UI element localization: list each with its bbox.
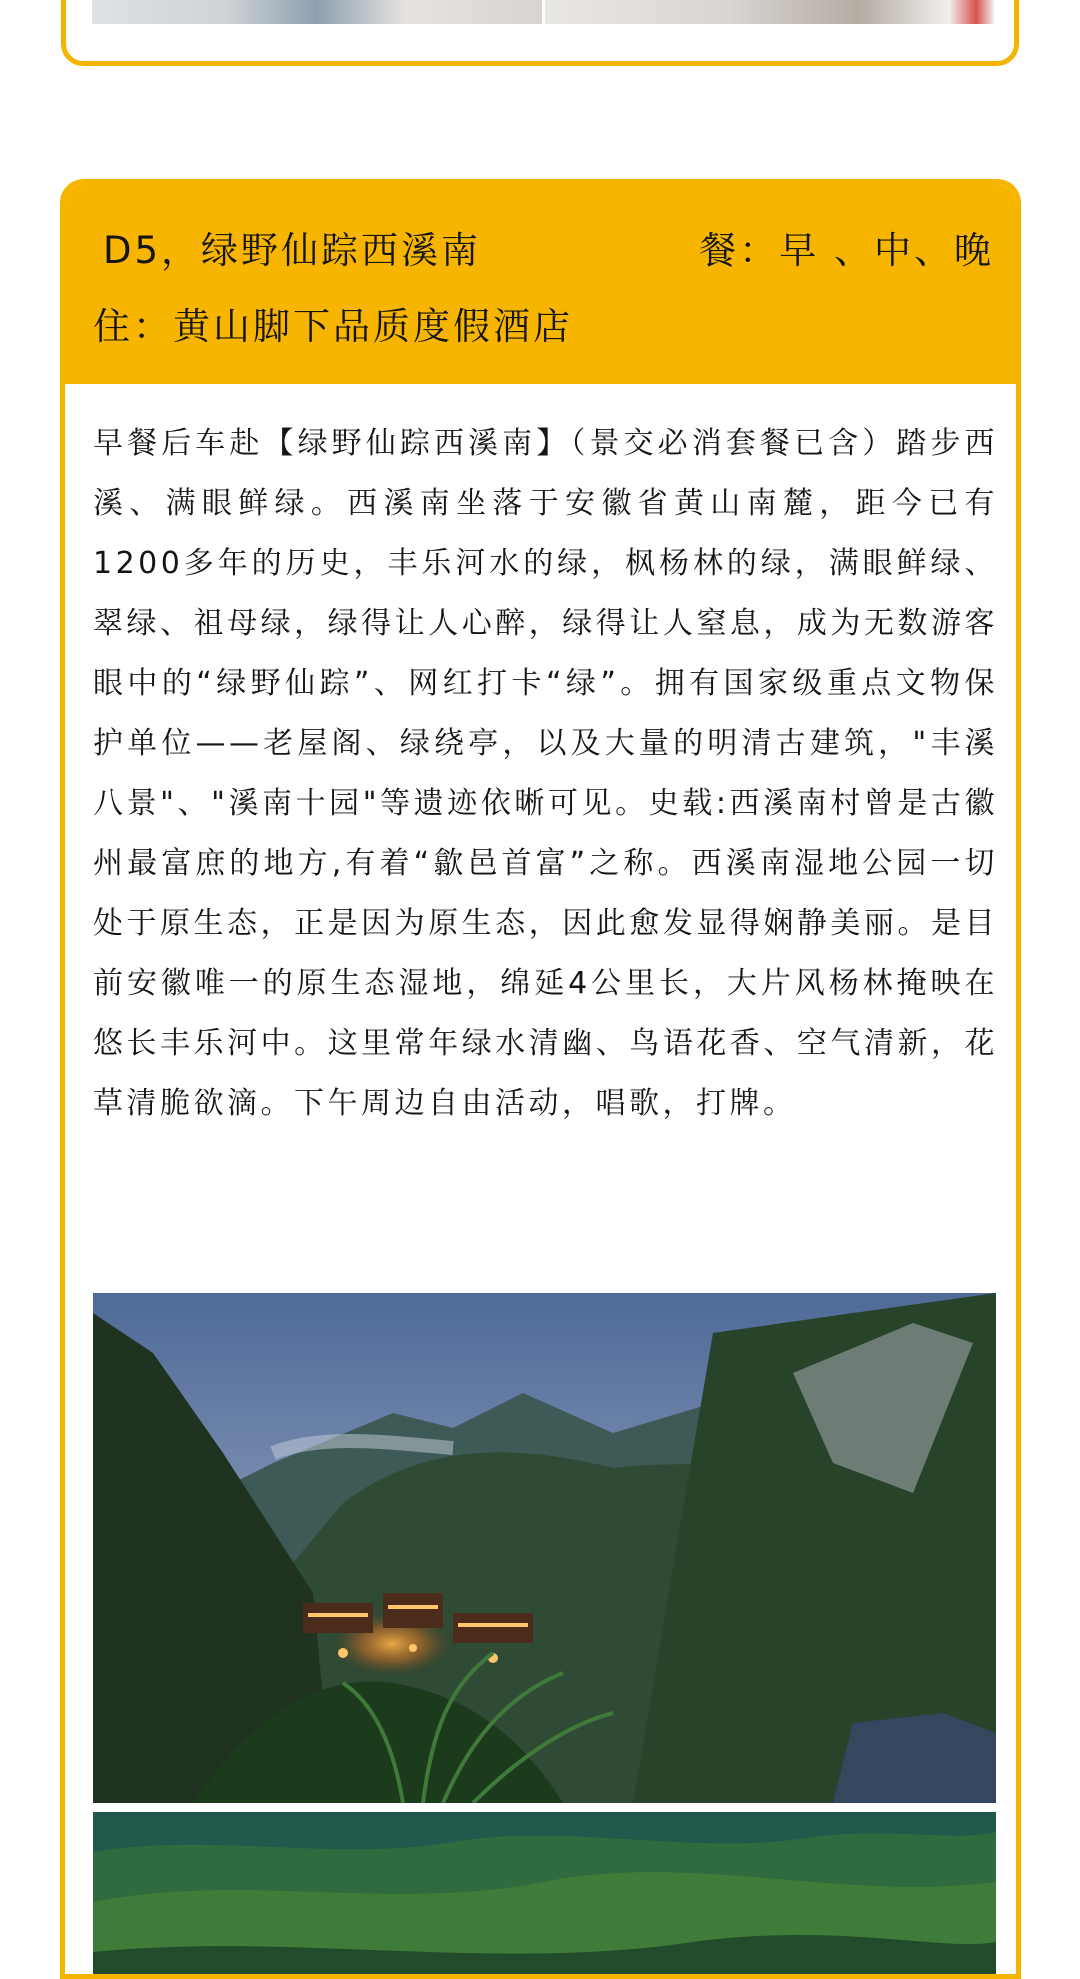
photo-segment	[545, 0, 995, 24]
previous-day-card	[61, 0, 1019, 66]
day-card	[60, 179, 1021, 1979]
photo-segment	[92, 0, 542, 24]
day-description: 早餐后车赴【绿野仙踪西溪南】（景交必消套餐已含）踏步西溪、满眼鲜绿。西溪南坐落于安徽省黄山南麓，距今已有1200多年的历史，丰乐河水的绿，枫杨林的绿，满眼鲜绿、翠绿、祖母绿，绿得让人心醉，绿得让人窒息，成为无数游客眼中的“绿野仙踪”、网红打卡“绿”。拥有国家级重点文物保护单位——老屋阁、绿绕亭，以及大量的明清古建筑，"丰溪八景"、"溪南十园"等遗迹依晰可见。史载:西溪南村曾是古徽州最富庶的地方,有着“歙邑首富”之称。西溪南湿地公园一切处于原生态，正是因为原生态，因此愈发显得娴静美丽。是目前安徽唯一的原生态湿地，绵延4公里长，大片风杨林掩映在悠长丰乐河中。这里常年绿水清幽、鸟语花香、空气清新，花草清脆欲滴。下午周边自由活动，唱歌，打牌。	[93, 426, 998, 1121]
day-title: D5，绿野仙踪西溪南	[103, 229, 482, 272]
forest-photo	[93, 1812, 996, 1979]
meals-label: 餐：早 、中、晚	[699, 229, 994, 272]
hotel-label: 住：黄山脚下品质度假酒店	[93, 305, 573, 348]
village-night-photo	[93, 1293, 996, 1803]
previous-day-photo	[92, 0, 994, 24]
day-header	[65, 184, 1016, 384]
